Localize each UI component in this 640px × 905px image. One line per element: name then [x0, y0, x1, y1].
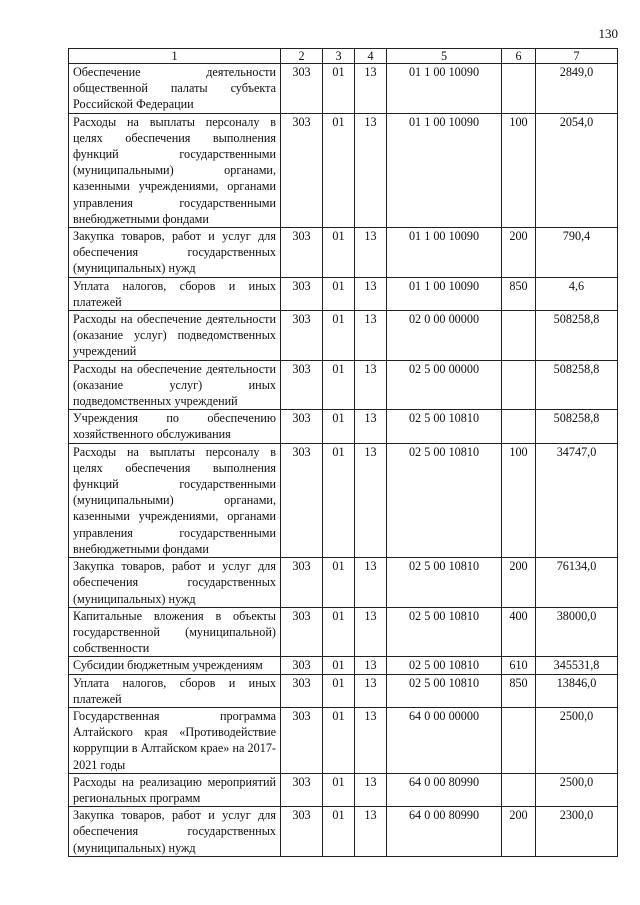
subsection-code: 13 — [355, 607, 387, 657]
expense-type-code: 850 — [502, 277, 536, 310]
table-body — [69, 64, 618, 857]
ministry-code: 303 — [281, 443, 323, 557]
target-article-code: 01 1 00 10090 — [387, 228, 502, 278]
expense-name: Капитальные вложения в объекты государственной (муниципальной) собственности — [69, 607, 281, 657]
section-code: 01 — [323, 674, 355, 707]
amount: 4,6 — [536, 277, 618, 310]
ministry-code: 303 — [281, 277, 323, 310]
section-code: 01 — [323, 607, 355, 657]
subsection-code: 13 — [355, 657, 387, 674]
target-article-code: 02 5 00 10810 — [387, 674, 502, 707]
ministry-code: 303 — [281, 228, 323, 278]
table-row — [69, 113, 618, 227]
section-code: 01 — [323, 360, 355, 410]
amount: 508258,8 — [536, 360, 618, 410]
expense-name: Расходы на обеспечение деятельности (оказание услуг) иных подведомственных учреждений — [69, 360, 281, 410]
amount: 345531,8 — [536, 657, 618, 674]
expense-name: Закупка товаров, работ и услуг для обеспечения государственных (муниципальных) нужд — [69, 228, 281, 278]
expense-name: Расходы на выплаты персоналу в целях обеспечения выполнения функций государственными (муниципальными) органами, казенными учреждениями, органами управления государственными внебюджетными фондами — [69, 113, 281, 227]
expense-name: Расходы на реализацию мероприятий региональных программ — [69, 773, 281, 806]
column-header: 7 — [536, 49, 618, 64]
amount: 38000,0 — [536, 607, 618, 657]
ministry-code: 303 — [281, 773, 323, 806]
expense-type-code: 610 — [502, 657, 536, 674]
target-article-code: 02 5 00 00000 — [387, 360, 502, 410]
page-number: 130 — [598, 26, 618, 41]
table-header-row — [69, 49, 618, 64]
amount: 13846,0 — [536, 674, 618, 707]
expense-name: Государственная программа Алтайского края «Противодействие коррупции в Алтайском крае» на 2017-2021 годы — [69, 707, 281, 773]
target-article-code: 01 1 00 10090 — [387, 113, 502, 227]
subsection-code: 13 — [355, 360, 387, 410]
subsection-code: 13 — [355, 113, 387, 227]
table-row — [69, 607, 618, 657]
amount: 76134,0 — [536, 558, 618, 608]
expense-name: Закупка товаров, работ и услуг для обеспечения государственных (муниципальных) нужд — [69, 558, 281, 608]
amount: 2300,0 — [536, 807, 618, 857]
section-code: 01 — [323, 113, 355, 227]
subsection-code: 13 — [355, 807, 387, 857]
column-header: 2 — [281, 49, 323, 64]
section-code: 01 — [323, 410, 355, 443]
expense-type-code: 200 — [502, 807, 536, 857]
expense-type-code: 100 — [502, 113, 536, 227]
subsection-code: 13 — [355, 674, 387, 707]
target-article-code: 02 5 00 10810 — [387, 558, 502, 608]
table-row — [69, 443, 618, 557]
amount: 2500,0 — [536, 773, 618, 806]
section-code: 01 — [323, 277, 355, 310]
table-row — [69, 277, 618, 310]
expense-name: Уплата налогов, сборов и иных платежей — [69, 674, 281, 707]
column-header: 5 — [387, 49, 502, 64]
target-article-code: 02 5 00 10810 — [387, 657, 502, 674]
ministry-code: 303 — [281, 410, 323, 443]
section-code: 01 — [323, 228, 355, 278]
section-code: 01 — [323, 311, 355, 361]
target-article-code: 02 5 00 10810 — [387, 443, 502, 557]
table-row — [69, 773, 618, 806]
expense-type-code: 850 — [502, 674, 536, 707]
column-header: 1 — [69, 49, 281, 64]
ministry-code: 303 — [281, 311, 323, 361]
ministry-code: 303 — [281, 707, 323, 773]
amount: 34747,0 — [536, 443, 618, 557]
expense-name: Расходы на обеспечение деятельности (оказание услуг) подведомственных учреждений — [69, 311, 281, 361]
target-article-code: 64 0 00 00000 — [387, 707, 502, 773]
amount: 2054,0 — [536, 113, 618, 227]
table-row — [69, 674, 618, 707]
expense-type-code — [502, 360, 536, 410]
subsection-code: 13 — [355, 773, 387, 806]
subsection-code: 13 — [355, 558, 387, 608]
expense-type-code: 400 — [502, 607, 536, 657]
amount: 508258,8 — [536, 311, 618, 361]
target-article-code: 02 5 00 10810 — [387, 607, 502, 657]
subsection-code: 13 — [355, 64, 387, 114]
ministry-code: 303 — [281, 360, 323, 410]
amount: 790,4 — [536, 228, 618, 278]
subsection-code: 13 — [355, 228, 387, 278]
target-article-code: 01 1 00 10090 — [387, 64, 502, 114]
amount: 508258,8 — [536, 410, 618, 443]
expense-name: Обеспечение деятельности общественной палаты субъекта Российской Федерации — [69, 64, 281, 114]
expense-name: Субсидии бюджетным учреждениям — [69, 657, 281, 674]
target-article-code: 02 5 00 10810 — [387, 410, 502, 443]
subsection-code: 13 — [355, 707, 387, 773]
expense-type-code — [502, 311, 536, 361]
target-article-code: 02 0 00 00000 — [387, 311, 502, 361]
table-row — [69, 657, 618, 674]
section-code: 01 — [323, 443, 355, 557]
column-header: 4 — [355, 49, 387, 64]
ministry-code: 303 — [281, 607, 323, 657]
ministry-code: 303 — [281, 64, 323, 114]
ministry-code: 303 — [281, 113, 323, 227]
subsection-code: 13 — [355, 311, 387, 361]
expense-name: Закупка товаров, работ и услуг для обеспечения государственных (муниципальных) нужд — [69, 807, 281, 857]
column-header: 6 — [502, 49, 536, 64]
target-article-code: 64 0 00 80990 — [387, 807, 502, 857]
table-row — [69, 807, 618, 857]
ministry-code: 303 — [281, 558, 323, 608]
expense-type-code — [502, 410, 536, 443]
target-article-code: 01 1 00 10090 — [387, 277, 502, 310]
section-code: 01 — [323, 707, 355, 773]
section-code: 01 — [323, 773, 355, 806]
subsection-code: 13 — [355, 443, 387, 557]
subsection-code: 13 — [355, 410, 387, 443]
table-row — [69, 228, 618, 278]
section-code: 01 — [323, 64, 355, 114]
expense-type-code — [502, 64, 536, 114]
budget-table — [68, 48, 618, 857]
expense-type-code: 100 — [502, 443, 536, 557]
section-code: 01 — [323, 558, 355, 608]
table-row — [69, 558, 618, 608]
subsection-code: 13 — [355, 277, 387, 310]
column-header: 3 — [323, 49, 355, 64]
section-code: 01 — [323, 657, 355, 674]
table-row — [69, 410, 618, 443]
table-row — [69, 311, 618, 361]
table-row — [69, 360, 618, 410]
expense-name: Уплата налогов, сборов и иных платежей — [69, 277, 281, 310]
amount: 2849,0 — [536, 64, 618, 114]
expense-type-code: 200 — [502, 228, 536, 278]
table-row — [69, 64, 618, 114]
expense-name: Учреждения по обеспечению хозяйственного обслуживания — [69, 410, 281, 443]
expense-type-code — [502, 707, 536, 773]
amount: 2500,0 — [536, 707, 618, 773]
expense-type-code — [502, 773, 536, 806]
ministry-code: 303 — [281, 674, 323, 707]
expense-name: Расходы на выплаты персоналу в целях обеспечения выполнения функций государственными (муниципальными) органами, казенными учреждениями, органами управления государственными внебюджетными фондами — [69, 443, 281, 557]
table-row — [69, 707, 618, 773]
target-article-code: 64 0 00 80990 — [387, 773, 502, 806]
expense-type-code: 200 — [502, 558, 536, 608]
section-code: 01 — [323, 807, 355, 857]
ministry-code: 303 — [281, 657, 323, 674]
ministry-code: 303 — [281, 807, 323, 857]
